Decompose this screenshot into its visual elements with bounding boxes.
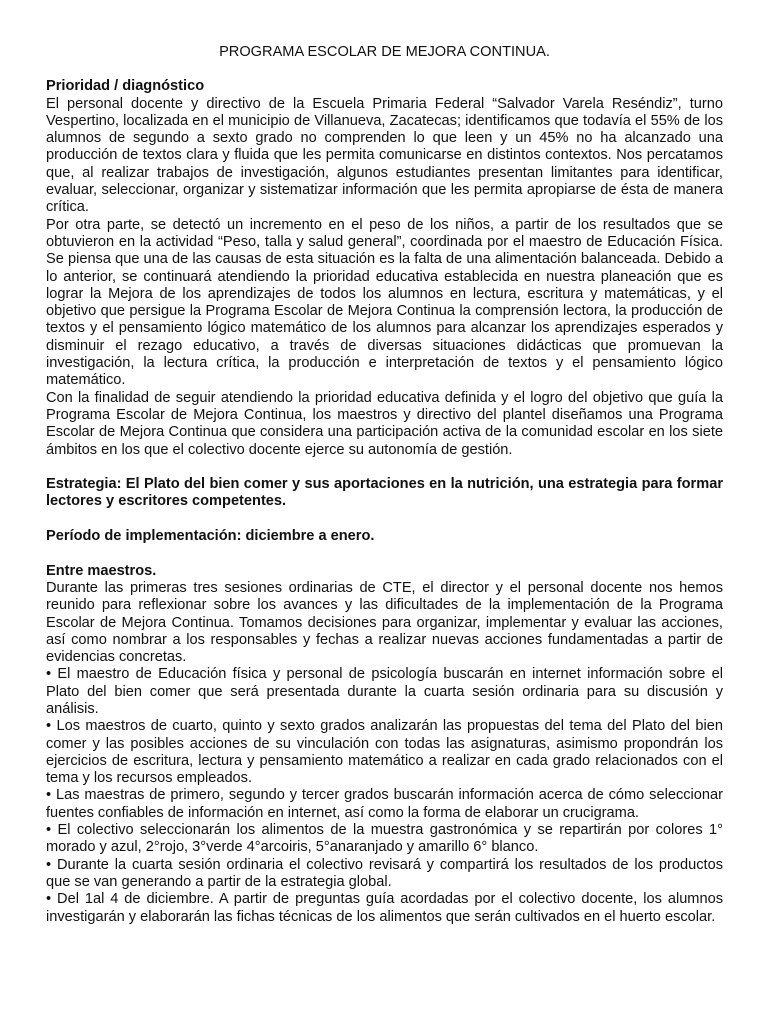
- bullet-item: • Durante la cuarta sesión ordinaria el colectivo revisará y compartirá los resultados de los productos que se van generando a partir de la estrategia global.: [46, 856, 723, 890]
- section-heading-entre-maestros: Entre maestros.: [46, 562, 157, 579]
- bullet-item: • Del 1al 4 de diciembre. A partir de preguntas guía acordadas por el colectivo docente, los alumnos investigarán y elaborarán las fichas técnicas de los alimentos que serán cultivados en el huerto escolar.: [46, 891, 723, 925]
- period-heading: Período de implementación: diciembre a enero.: [46, 528, 375, 545]
- bullet-item: • Las maestras de primero, segundo y tercer grados buscarán información acerca de cómo seleccionar fuentes confiables de información en internet, así como la forma de elaborar un crucigrama.: [46, 787, 723, 821]
- paragraph: Durante las primeras tres sesiones ordinarias de CTE, el director y el personal docente nos hemos reunido para reflexionar sobre los avances y las dificultades de la implementación de la Programa Escolar de Mejora Continua. Tomamos decisiones para organizar, implementar y evaluar las acciones, así como nombrar a los responsables y fechas a realizar nuevas acciones fundamentadas a partir de evidencias concretas.: [46, 579, 723, 666]
- section-heading-prioridad: Prioridad / diagnóstico: [46, 78, 205, 95]
- bullet-item: • El maestro de Educación física y personal de psicología buscarán en internet información sobre el Plato del bien comer que será presentada durante la cuarta sesión ordinaria para su discusión y análisis.: [46, 666, 723, 717]
- bullet-item: • El colectivo seleccionarán los alimentos de la muestra gastronómica y se repartirán por colores 1° morado y azul, 2°rojo, 3°verde 4°arcoiris, 5°anaranjado y amarillo 6° blanco.: [46, 822, 723, 856]
- paragraph: Con la finalidad de seguir atendiendo la prioridad educativa definida y el logro del objetivo que guía la Programa Escolar de Mejora Continua, los maestros y directivo del plantel diseñamos una Programa Escolar de Mejora Continua que considera una participación activa de la comunidad escolar en los siete ámbitos en los que el colectivo docente ejerce su autonomía de gestión.: [46, 389, 723, 458]
- document-page: [46, 44, 723, 926]
- bullet-item: • Los maestros de cuarto, quinto y sexto grados analizarán las propuestas del tema del Plato del bien comer y las posibles acciones de su vinculación con todas las asignaturas, asimismo propondrán los ejercicios de escritura, lectura y pensamiento matemático a realizar en cada grado relacionados con el tema y los recursos empleados.: [46, 718, 723, 787]
- strategy-heading: Estrategia: El Plato del bien comer y sus aportaciones en la nutrición, una estrategia para formar lectores y escritores competentes.: [46, 476, 723, 510]
- document-title: PROGRAMA ESCOLAR DE MEJORA CONTINUA.: [219, 44, 550, 60]
- paragraph: Por otra parte, se detectó un incremento en el peso de los niños, a partir de los resultados que se obtuvieron en la actividad “Peso, talla y salud general”, coordinada por el maestro de Educación Física. Se piensa que una de las causas de esta situación es la falta de una alimentación balanceada. Debido a lo anterior, se continuará atendiendo la prioridad educativa establecida en nuestra planeación que es lograr la Mejora de los aprendizajes de todos los alumnos en lectura, escritura y matemáticas, y el objetivo que persigue la Programa Escolar de Mejora Continua la comprensión lectora, la producción de textos y el pensamiento lógico matemático de los alumnos para alcanzar los aprendizajes esperados y disminuir el rezago educativo, a través de diversas situaciones didácticas que promuevan la investigación, la lectura crítica, la producción e interpretación de textos y el pensamiento lógico matemático.: [46, 216, 723, 389]
- paragraph: El personal docente y directivo de la Escuela Primaria Federal “Salvador Varela Reséndiz”, turno Vespertino, localizada en el municipio de Villanueva, Zacatecas; identificamos que todavía el 55% de los alumnos de segundo a sexto grado no comprenden lo que leen y un 45% no ha alcanzado una producción de textos clara y fluida que les permita comunicarse en distintos contextos. Nos percatamos que, al realizar trabajos de investigación, algunos estudiantes presentan limitantes para identificar, evaluar, seleccionar, organizar y sistematizar información que les permita apropiarse de ésta de manera crítica.: [46, 95, 723, 216]
